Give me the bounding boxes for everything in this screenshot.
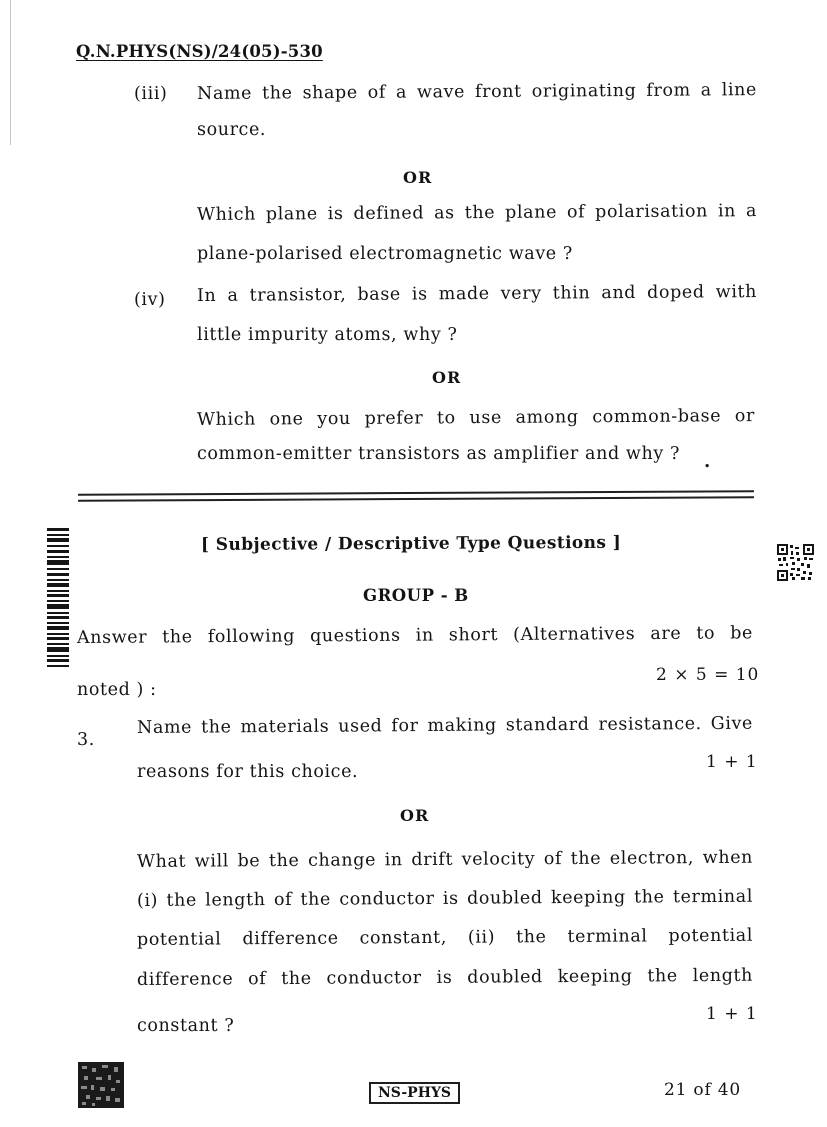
question-iii-line1: Name the shape of a wave front originating from a line [196,80,758,104]
question-paper-code: Q.N.PHYS(NS)/24(05)-530 [76,42,323,61]
question-iv-line1: In a transistor, base is made very thin and doped with [196,282,758,306]
or-separator: OR [432,368,462,387]
question-3-marks: 1 + 1 [706,752,758,772]
alternative-3-line1: What will be the change in drift velocity of the electron, when [136,847,754,872]
page-number: 21 of 40 [664,1080,741,1100]
stray-dot: . [704,451,711,472]
question-iii-line2: source. [197,120,267,140]
group-b-instruction-line2: noted ) : [77,680,157,700]
margin-barcode [47,528,69,668]
alternative-3-line5: constant ? [137,1016,235,1036]
or-separator: OR [400,806,430,825]
margin-line [10,0,11,145]
question-3-line1: Name the materials used for making standard resistance. Give [136,713,754,738]
alternative-iii-line2: plane-polarised electromagnetic wave ? [197,244,573,264]
question-3-line2: reasons for this choice. [137,762,359,782]
subject-code-box: NS-PHYS [369,1082,460,1104]
alternative-3-marks: 1 + 1 [706,1004,758,1024]
divider-rule-top [78,490,754,496]
alternative-iv-line2: common-emitter transistors as amplifier and why ? [197,444,680,464]
alternative-3-line3: potential difference constant, (ii) the terminal potential [136,925,754,950]
qr-code [777,544,814,581]
section-title: [ Subjective / Descriptive Type Questions ] [200,532,622,555]
divider-rule-bottom [78,496,754,502]
alternative-3-line2: (i) the length of the conductor is doubled keeping the terminal [136,886,754,911]
footer-qr-mark [78,1062,124,1108]
alternative-iii-line1: Which plane is defined as the plane of polarisation in a [196,201,758,225]
question-number-iii: (iii) [134,84,168,104]
group-b-instruction-line1: Answer the following questions in short (Alternatives are to be [76,623,754,648]
group-b-title: GROUP - B [363,586,469,605]
group-b-marks: 2 × 5 = 10 [656,665,760,685]
question-number-iv: (iv) [134,290,166,310]
alternative-iv-line1: Which one you prefer to use among common-base or [196,406,756,430]
alternative-3-line4: difference of the conductor is doubled keeping the length [136,965,754,990]
or-separator: OR [403,168,433,187]
question-iv-line2: little impurity atoms, why ? [197,325,458,345]
question-number-3: 3. [77,730,95,750]
